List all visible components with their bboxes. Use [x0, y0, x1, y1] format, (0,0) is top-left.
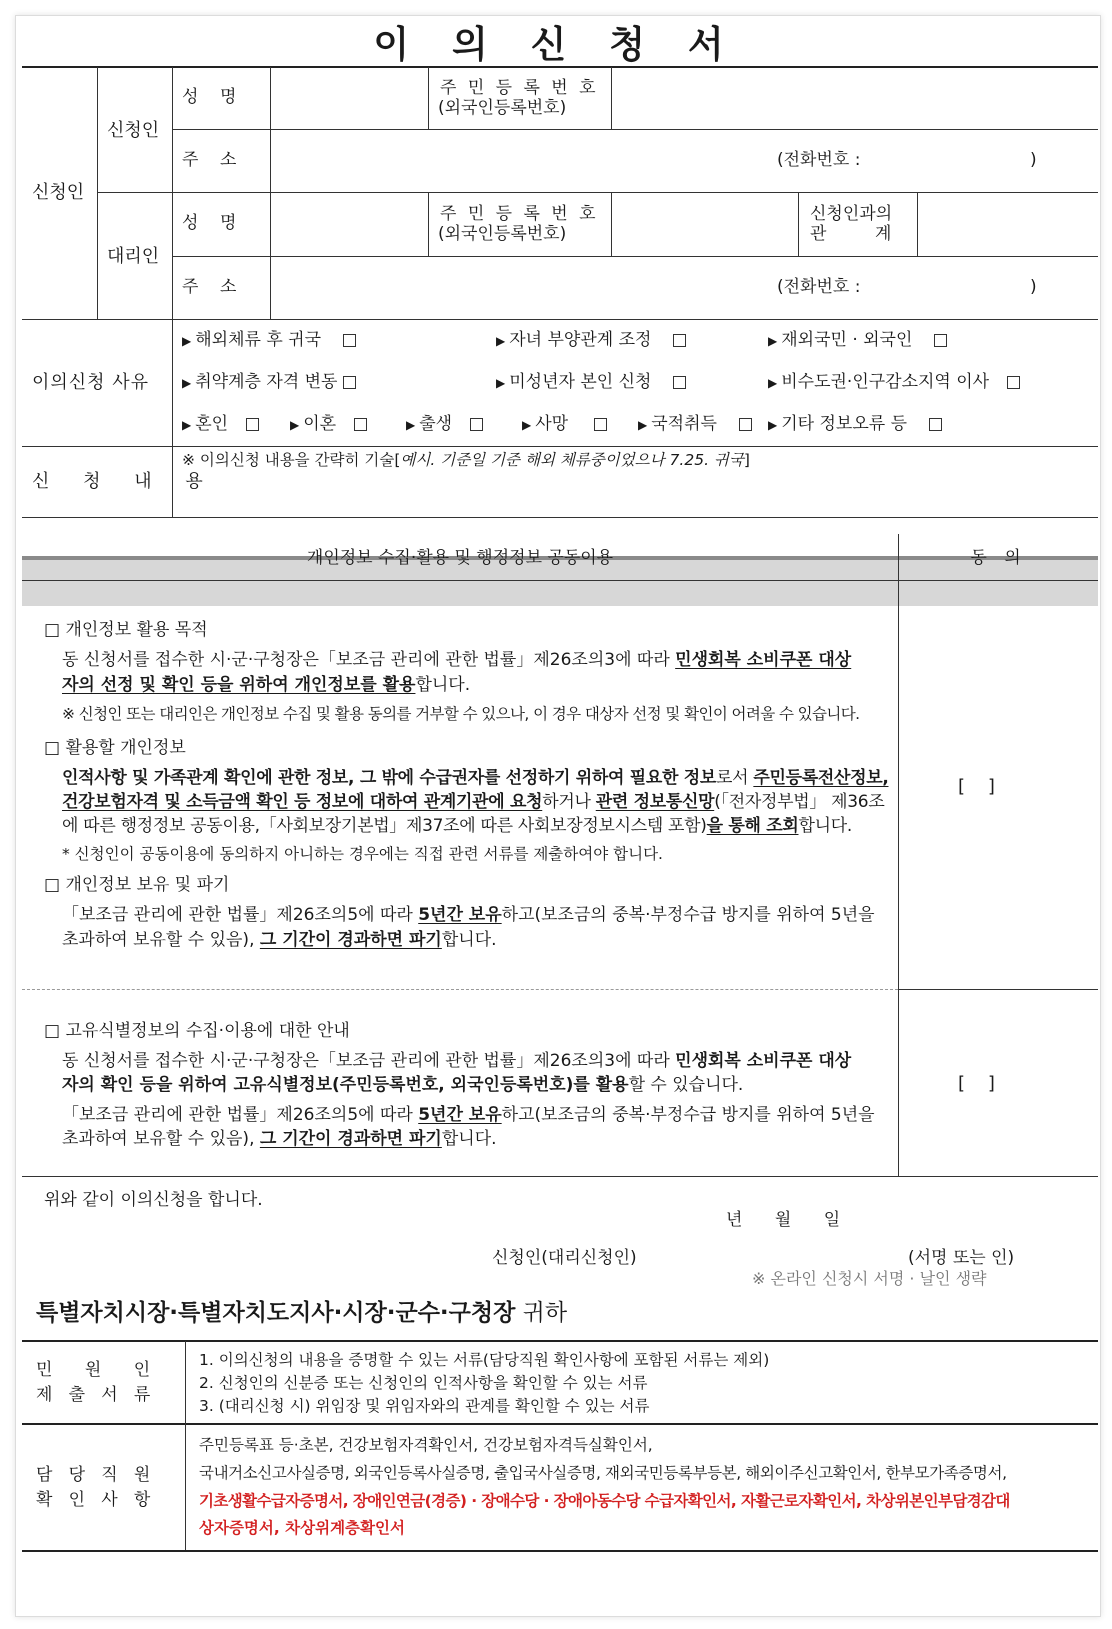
sign-field[interactable]: (서명 또는 인)	[908, 1248, 1015, 1268]
section-note: * 신청인이 공동이용에 동의하지 아니하는 경우에는 직접 관련 서류를 제출하여야 합니다.	[62, 845, 663, 863]
agent-address-label: 주 소	[182, 277, 237, 297]
agree-header: 동 의	[970, 548, 1027, 568]
docs-divider	[22, 1423, 1098, 1425]
checkbox[interactable]	[739, 418, 752, 431]
section-title: □ 개인정보 활용 목적	[44, 620, 208, 640]
section-text: 자의 확인 등을 위하여 고유식별정보(주민등록번호, 외국인등록번호)를 활용할 수 있습니다.	[62, 1075, 744, 1095]
reason-option[interactable]: ▶ 기타 정보오류 등	[768, 414, 942, 436]
applicant-label: 신청인	[107, 120, 160, 141]
consent-checkbox-1[interactable]: [ ]	[958, 776, 995, 797]
checkbox[interactable]	[470, 418, 483, 431]
agent-address-field[interactable]	[271, 257, 771, 318]
row-divider	[97, 192, 1098, 193]
row-divider	[22, 319, 1098, 320]
col-divider	[172, 67, 173, 517]
checkbox[interactable]	[246, 418, 259, 431]
submit-doc-item: 3. (대리신청 시) 위임장 및 위임자와의 관계를 확인할 수 있는 서류	[199, 1397, 650, 1415]
agent-rrn-label: 주 민 등 록 번 호	[440, 204, 599, 224]
foreign-reg-label: (외국인등록번호)	[438, 98, 567, 118]
reason-option[interactable]: ▶ 해외체류 후 귀국	[182, 330, 356, 352]
agent-phone-close: )	[1030, 277, 1037, 297]
check-doc-line: 주민등록표 등·초본, 건강보험자격확인서, 건강보험자격득실확인서,	[199, 1436, 653, 1454]
checkbox[interactable]	[673, 334, 686, 347]
reason-option[interactable]: ▶ 자녀 부양관계 조정	[496, 330, 686, 352]
reasons-label: 이의신청 사유	[32, 372, 150, 393]
submit-doc-item: 1. 이의신청의 내용을 증명할 수 있는 서류(담당직원 확인사항에 포함된 서류는 제외)	[199, 1351, 770, 1369]
content-textarea[interactable]	[173, 472, 1097, 516]
reason-option[interactable]: ▶ 이혼	[290, 414, 367, 436]
relation-label: 신청인과의	[810, 204, 893, 224]
section-title: □ 활용할 개인정보	[44, 738, 186, 758]
reason-option[interactable]: ▶ 취약계층 자격 변동	[182, 372, 356, 394]
reason-option[interactable]: ▶ 혼인	[182, 414, 259, 436]
check-doc-line-red: 상자증명서, 차상위계층확인서	[199, 1519, 405, 1537]
section-text: 초과하여 보유할 수 있음), 그 기간이 경과하면 파기합니다.	[62, 1129, 497, 1149]
section-title: □ 개인정보 보유 및 파기	[44, 875, 230, 895]
check-doc-line-red: 기초생활수급자증명서, 장애인연금(경증) · 장애수당 · 장애아동수당 수급자확인서, 자활근로자확인서, 차상위본인부담경감대	[199, 1492, 1010, 1510]
consent-header: 개인정보 수집·활용 및 행정정보 공동이용	[306, 548, 614, 568]
phone-close: )	[1030, 150, 1037, 170]
reason-option[interactable]: ▶ 국적취득	[638, 414, 752, 436]
row-divider	[22, 1176, 1098, 1177]
section-text: 자의 선정 및 확인 등을 위하여 개인정보를 활용합니다.	[62, 675, 471, 695]
checkbox[interactable]	[343, 334, 356, 347]
reason-option[interactable]: ▶ 미성년자 본인 신청	[496, 372, 686, 394]
reason-option[interactable]: ▶ 사망	[522, 414, 607, 436]
name-label: 성 명	[182, 87, 237, 107]
phone-label: (전화번호 :	[777, 150, 861, 170]
section-note: ※ 신청인 또는 대리인은 개인정보 수집 및 활용 동의를 거부할 수 있으나, 이 경우 대상자 선정 및 확인이 어려울 수 있습니다.	[62, 705, 860, 723]
check-docs-label: 담 당 직 원	[36, 1465, 151, 1485]
section-text: 인적사항 및 가족관계 확인에 관한 정보, 그 밖에 수급권자를 선정하기 위하여 필요한 정보로서 주민등록전산정보,	[62, 768, 889, 788]
section-text: 동 신청서를 접수한 시·군·구청장은「보조금 관리에 관한 법률」제26조의3에 따라 민생회복 소비쿠폰 대상	[62, 1051, 852, 1071]
section-text: 「보조금 관리에 관한 법률」제26조의5에 따라 5년간 보유하고(보조금의 중복·부정수급 방지를 위하여 5년을	[62, 1105, 875, 1125]
reason-option[interactable]: ▶ 재외국민 · 외국인	[768, 330, 947, 352]
check-docs-label-2: 확 인 사 항	[36, 1490, 151, 1510]
col-divider	[185, 1341, 186, 1550]
checkbox[interactable]	[929, 418, 942, 431]
date-field[interactable]: 년 월 일	[726, 1210, 841, 1230]
address-label: 주 소	[182, 150, 237, 170]
agent-rrn-field[interactable]	[612, 194, 797, 255]
agent-label: 대리인	[107, 246, 160, 267]
checkbox[interactable]	[354, 418, 367, 431]
row-divider	[898, 989, 1098, 990]
col-divider	[428, 67, 429, 129]
online-note: ※ 온라인 신청시 서명 · 날인 생략	[752, 1269, 987, 1288]
submit-doc-item: 2. 신청인의 신분증 또는 신청인의 인적사항을 확인할 수 있는 서류	[199, 1374, 648, 1392]
consent-checkbox-2[interactable]: [ ]	[958, 1073, 995, 1094]
section-text: 동 신청서를 접수한 시·군·구청장은「보조금 관리에 관한 법률」제26조의3에 따라 민생회복 소비쿠폰 대상	[62, 650, 852, 670]
section-text: 건강보험자격 및 소득금액 확인 등 정보에 대하여 관계기관에 요청하거나 관련 정보통신망(「전자정부법」 제36조	[62, 792, 885, 812]
check-doc-line: 국내거소신고사실증명, 외국인등록사실증명, 출입국사실증명, 재외국민등록부등본, 해외이주신고확인서, 한부모가족증명서,	[199, 1464, 1007, 1482]
agent-relation-field[interactable]	[918, 194, 1097, 255]
checkbox[interactable]	[343, 376, 356, 389]
col-divider	[428, 193, 429, 256]
rrn-label: 주 민 등 록 번 호	[440, 78, 599, 98]
submit-docs-label-2: 제 출 서 류	[36, 1385, 151, 1405]
row-divider	[22, 517, 1098, 518]
reason-option[interactable]: ▶ 비수도권·인구감소지역 이사	[768, 372, 1020, 394]
submit-docs-label: 민 원 인	[36, 1360, 151, 1380]
section-text: 「보조금 관리에 관한 법률」제26조의5에 따라 5년간 보유하고(보조금의 중복·부정수급 방지를 위하여 5년을	[62, 905, 875, 925]
applicant-rrn-field[interactable]	[612, 68, 1097, 128]
checkbox[interactable]	[673, 376, 686, 389]
agent-foreign-reg-label: (외국인등록번호)	[438, 224, 567, 244]
applicant-name-field[interactable]	[271, 68, 427, 128]
content-hint: ※ 이의신청 내용을 간략히 기술[예시. 기준일 기준 해외 체류중이었으나 7.25. 귀국]	[182, 451, 750, 469]
col-divider	[798, 193, 799, 256]
form-title: 이 의 신 청 서	[373, 23, 739, 66]
section-title: □ 고유식별정보의 수집·이용에 대한 안내	[44, 1021, 350, 1041]
applicant-sign-label: 신청인(대리신청인)	[492, 1248, 637, 1268]
agent-name-label: 성 명	[182, 213, 237, 233]
applicant-group-label: 신청인	[32, 182, 85, 203]
relation-label-2: 관 계	[810, 224, 892, 244]
row-divider	[22, 580, 1098, 581]
section-text: 초과하여 보유할 수 있음), 그 기간이 경과하면 파기합니다.	[62, 930, 497, 950]
row-divider	[22, 446, 1098, 447]
col-divider	[97, 67, 98, 319]
statement-text: 위와 같이 이의신청을 합니다.	[44, 1190, 263, 1210]
content-label: 신 청 내 용	[32, 471, 217, 492]
checkbox[interactable]	[1007, 376, 1020, 389]
row-divider	[172, 129, 1098, 130]
dashed-divider	[22, 989, 898, 990]
section-text: 에 따른 행정정보 공동이용,「사회보장기본법」제37조에 따른 사회보장정보시스템 포함)을 통해 조회합니다.	[62, 816, 852, 836]
checkbox[interactable]	[594, 418, 607, 431]
docs-top-border	[22, 1340, 1098, 1342]
checkbox[interactable]	[934, 334, 947, 347]
applicant-address-field[interactable]	[271, 131, 771, 191]
addressee: 특별자치시장·특별자치도지사·시장·군수·구청장 귀하	[36, 1300, 568, 1326]
col-divider	[898, 534, 899, 1176]
docs-bottom-border	[22, 1550, 1098, 1552]
agent-phone-label: (전화번호 :	[777, 277, 861, 297]
agent-name-field[interactable]	[271, 194, 427, 255]
reason-option[interactable]: ▶ 출생	[406, 414, 483, 436]
